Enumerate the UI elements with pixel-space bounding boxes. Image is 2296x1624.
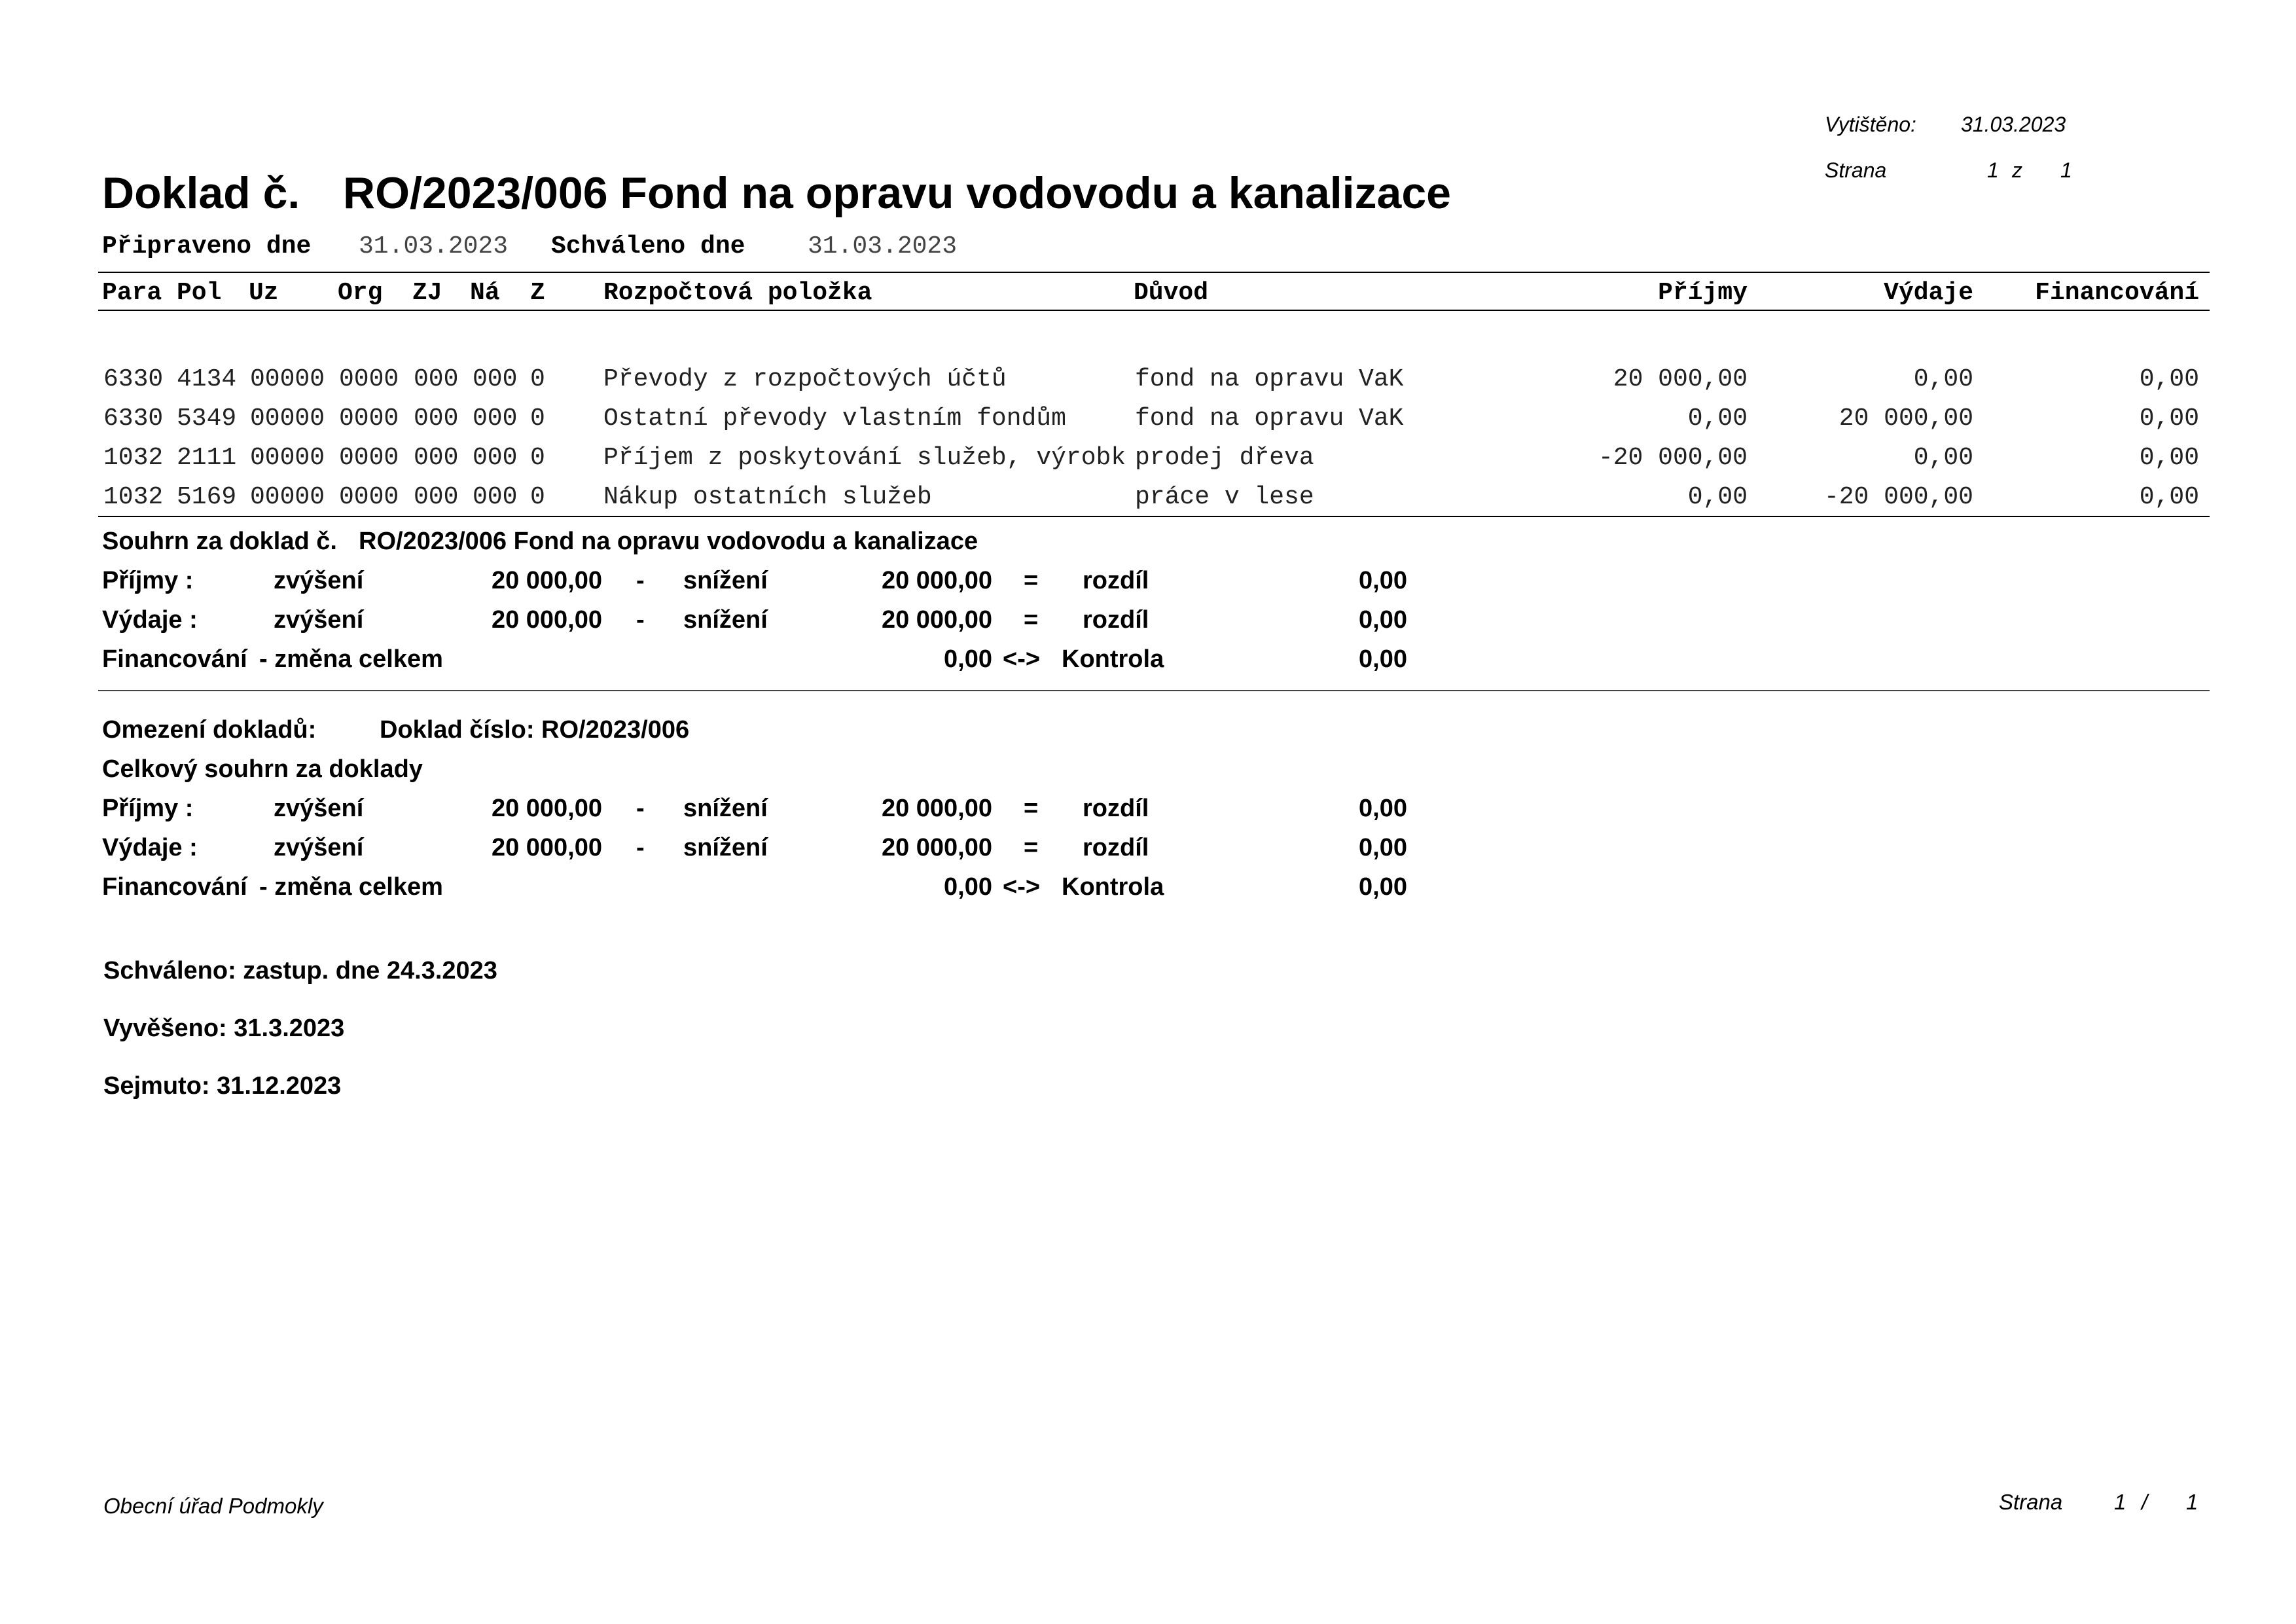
cell-para: 1032 [103, 444, 164, 472]
cell-na: 000 [473, 483, 518, 511]
cell-budget-item: Příjem z poskytování služeb, výrobk [603, 444, 1126, 472]
summary-income-decrease-label: snížení [683, 567, 768, 594]
cell-income: 0,00 [1687, 483, 1748, 511]
document-title: RO/2023/006 Fond na opravu vodovodu a kanalizace [343, 168, 1451, 218]
cell-uz: 00000 [250, 365, 325, 393]
removed-note: Sejmuto: 31.12.2023 [103, 1072, 342, 1100]
col-pol: Pol [177, 279, 222, 307]
summary-expense-decrease-label: snížení [683, 606, 768, 634]
col-reason: Důvod [1134, 279, 1209, 307]
cell-income: -20 000,00 [1598, 444, 1748, 472]
printed-label: Vytištěno: [1825, 113, 1916, 136]
footer-page-current: 1 [2114, 1490, 2126, 1514]
total-control-value: 0,00 [1359, 873, 1407, 901]
total-expense-diff-label: rozdíl [1083, 834, 1149, 861]
cell-para: 6330 [103, 405, 164, 433]
cell-expense: 0,00 [1913, 444, 1973, 472]
total-income-increase: 20 000,00 [491, 795, 602, 822]
cell-reason: prodej dřeva [1135, 444, 1314, 472]
total-financing-value: 0,00 [944, 873, 992, 901]
cell-reason: práce v lese [1135, 483, 1314, 511]
summary-income-decrease: 20 000,00 [881, 567, 992, 594]
cell-z: 0 [530, 483, 545, 511]
summary-income-minus: - [636, 567, 645, 594]
summary-income-equals: = [1024, 567, 1039, 594]
cell-income: 20 000,00 [1613, 365, 1748, 393]
summary-income-increase: 20 000,00 [491, 567, 602, 594]
summary-financing-label: Financování [102, 645, 247, 673]
total-income-label: Příjmy : [102, 795, 194, 822]
col-income: Příjmy [1658, 279, 1748, 307]
cell-z: 0 [530, 365, 545, 393]
cell-zj: 000 [414, 365, 459, 393]
cell-financing: 0,00 [2139, 365, 2199, 393]
total-expense-increase: 20 000,00 [491, 834, 602, 861]
total-income-minus: - [636, 795, 645, 822]
cell-uz: 00000 [250, 483, 325, 511]
summary-expense-diff-label: rozdíl [1083, 606, 1149, 634]
total-income-diff-label: rozdíl [1083, 795, 1149, 822]
col-financing: Financování [2035, 279, 2199, 307]
total-expense-diff: 0,00 [1359, 834, 1407, 861]
col-z: Z [530, 279, 545, 307]
cell-na: 000 [473, 405, 518, 433]
summary-title-label: Souhrn za doklad č. [102, 528, 337, 555]
cell-expense: 20 000,00 [1839, 405, 1973, 433]
total-income-equals: = [1024, 795, 1039, 822]
table-bottom-rule [98, 516, 2210, 517]
document-title-label: Doklad č. [102, 168, 300, 218]
total-expense-decrease-label: snížení [683, 834, 768, 861]
cell-financing: 0,00 [2139, 483, 2199, 511]
summary-title: RO/2023/006 Fond na opravu vodovodu a kanalizace [359, 528, 978, 555]
cell-org: 0000 [339, 365, 399, 393]
cell-uz: 00000 [250, 405, 325, 433]
summary-income-diff-label: rozdíl [1083, 567, 1149, 594]
summary-income-label: Příjmy : [102, 567, 194, 594]
cell-financing: 0,00 [2139, 444, 2199, 472]
summary-income-increase-label: zvýšení [274, 567, 364, 594]
page-label: Strana [1825, 158, 1887, 182]
summary-control-label: Kontrola [1062, 645, 1164, 673]
col-budget-item: Rozpočtová položka [603, 279, 872, 307]
cell-para: 1032 [103, 483, 164, 511]
cell-budget-item: Nákup ostatních služeb [603, 483, 932, 511]
total-income-increase-label: zvýšení [274, 795, 364, 822]
cell-na: 000 [473, 444, 518, 472]
cell-zj: 000 [414, 405, 459, 433]
cell-financing: 0,00 [2139, 405, 2199, 433]
posted-note: Vyvěšeno: 31.3.2023 [103, 1015, 345, 1042]
cell-uz: 00000 [250, 444, 325, 472]
summary-income-diff: 0,00 [1359, 567, 1407, 594]
summary-control-value: 0,00 [1359, 645, 1407, 673]
cell-z: 0 [530, 405, 545, 433]
prepared-date: 31.03.2023 [359, 232, 509, 261]
footer-page-separator: / [2142, 1490, 2148, 1514]
total-financing-arrow: <-> [1003, 873, 1041, 901]
total-summary-title: Celkový souhrn za doklady [102, 755, 423, 783]
total-financing-label: Financování [102, 873, 247, 901]
col-uz: Uz [249, 279, 279, 307]
approved-label: Schváleno dne [551, 232, 745, 261]
summary-expense-increase: 20 000,00 [491, 606, 602, 634]
page-current: 1 [1987, 158, 1999, 182]
total-expense-minus: - [636, 834, 645, 861]
col-na: Ná [470, 279, 500, 307]
limits-value: Doklad číslo: RO/2023/006 [380, 716, 690, 744]
total-income-diff: 0,00 [1359, 795, 1407, 822]
cell-expense: 0,00 [1913, 365, 1973, 393]
total-expense-increase-label: zvýšení [274, 834, 364, 861]
total-expense-label: Výdaje : [102, 834, 198, 861]
approved-date: 31.03.2023 [808, 232, 958, 261]
cell-zj: 000 [414, 444, 459, 472]
col-expense: Výdaje [1884, 279, 1973, 307]
total-income-decrease-label: snížení [683, 795, 768, 822]
cell-pol: 5349 [177, 405, 237, 433]
cell-zj: 000 [414, 483, 459, 511]
footer-page-total: 1 [2186, 1490, 2198, 1514]
limits-label: Omezení dokladů: [102, 716, 317, 744]
summary-expense-diff: 0,00 [1359, 606, 1407, 634]
header-bottom-rule [98, 310, 2210, 311]
cell-budget-item: Ostatní převody vlastním fondům [603, 405, 1066, 433]
cell-z: 0 [530, 444, 545, 472]
summary-divider [98, 690, 2210, 691]
approved-note: Schváleno: zastup. dne 24.3.2023 [103, 957, 497, 984]
total-expense-equals: = [1024, 834, 1039, 861]
col-zj: ZJ [412, 279, 442, 307]
footer-organization: Obecní úřad Podmokly [103, 1494, 323, 1518]
summary-expense-increase-label: zvýšení [274, 606, 364, 634]
total-control-label: Kontrola [1062, 873, 1164, 901]
summary-expense-minus: - [636, 606, 645, 634]
cell-expense: -20 000,00 [1823, 483, 1973, 511]
total-financing-change-label: - změna celkem [259, 873, 443, 901]
cell-income: 0,00 [1687, 405, 1748, 433]
cell-reason: fond na opravu VaK [1135, 365, 1404, 393]
cell-org: 0000 [339, 483, 399, 511]
printed-date: 31.03.2023 [1961, 113, 2066, 136]
page-separator: z [2012, 158, 2022, 182]
cell-na: 000 [473, 365, 518, 393]
cell-pol: 5169 [177, 483, 237, 511]
cell-pol: 2111 [177, 444, 237, 472]
cell-org: 0000 [339, 405, 399, 433]
summary-expense-equals: = [1024, 606, 1039, 634]
cell-pol: 4134 [177, 365, 237, 393]
cell-budget-item: Převody z rozpočtových účtů [603, 365, 1007, 393]
summary-expense-decrease: 20 000,00 [881, 606, 992, 634]
footer-page-label: Strana [1999, 1490, 2063, 1514]
prepared-label: Připraveno dne [102, 232, 312, 261]
summary-financing-arrow: <-> [1003, 645, 1041, 673]
summary-financing-value: 0,00 [944, 645, 992, 673]
total-expense-decrease: 20 000,00 [881, 834, 992, 861]
cell-reason: fond na opravu VaK [1135, 405, 1404, 433]
page-total: 1 [2060, 158, 2072, 182]
header-top-rule [98, 272, 2210, 273]
summary-expense-label: Výdaje : [102, 606, 198, 634]
col-para: Para [102, 279, 162, 307]
summary-financing-change-label: - změna celkem [259, 645, 443, 673]
cell-para: 6330 [103, 365, 164, 393]
col-org: Org [338, 279, 383, 307]
total-income-decrease: 20 000,00 [881, 795, 992, 822]
cell-org: 0000 [339, 444, 399, 472]
